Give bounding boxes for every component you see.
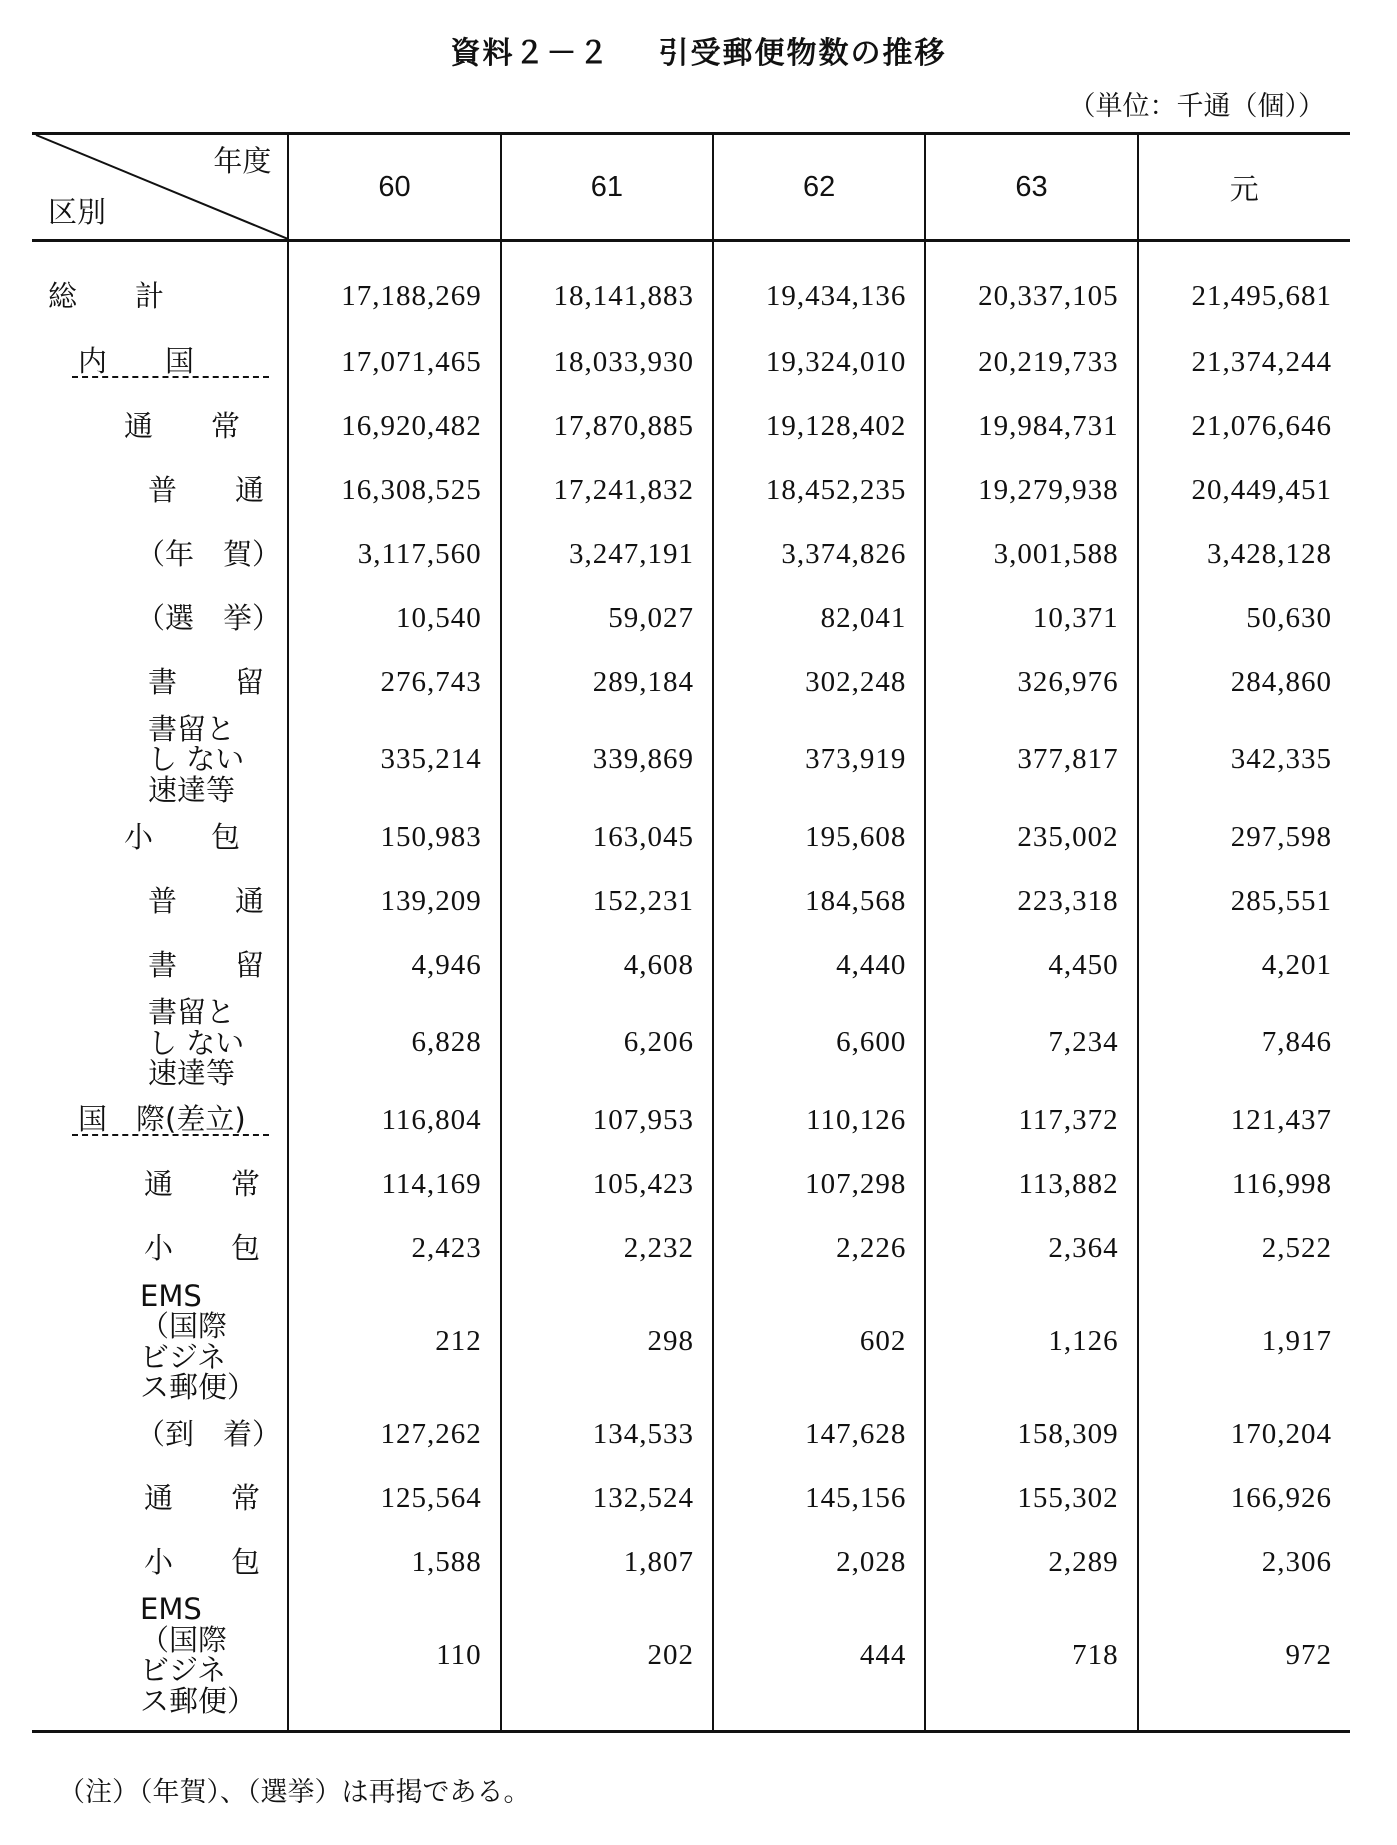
value-cell: 10,371 [925, 586, 1137, 650]
row-label: 小 包 [124, 819, 241, 854]
value-cell: 7,846 [1138, 997, 1350, 1088]
value-cell: 105,423 [501, 1153, 713, 1217]
table-row [32, 714, 1350, 805]
row-label: 総 計 [48, 278, 165, 313]
value-cell: 150,983 [288, 805, 500, 869]
value-cell: 114,169 [288, 1153, 500, 1217]
row-label: 通 常 [144, 1167, 261, 1202]
title-text: 引受郵便物数の推移 [658, 36, 947, 71]
value-cell: 155,302 [925, 1466, 1137, 1530]
value-cell: 4,201 [1138, 933, 1350, 997]
value-cell: 19,434,136 [713, 241, 925, 331]
value-cell: 212 [288, 1281, 500, 1403]
value-cell: 4,608 [501, 933, 713, 997]
table-row [32, 330, 1350, 394]
value-cell: 342,335 [1138, 714, 1350, 805]
row-label: 通 常 [124, 408, 241, 443]
value-cell: 297,598 [1138, 805, 1350, 869]
value-cell: 284,860 [1138, 650, 1350, 714]
value-cell: 18,452,235 [713, 458, 925, 522]
value-cell: 110,126 [713, 1089, 925, 1153]
value-cell: 2,226 [713, 1217, 925, 1281]
table-row [32, 805, 1350, 869]
value-cell: 116,804 [288, 1089, 500, 1153]
row-label: 内 国 [72, 347, 269, 378]
value-cell: 132,524 [501, 1466, 713, 1530]
table-row [32, 394, 1350, 458]
category-axis-label: 区別 [48, 195, 107, 229]
row-label: （選 挙） [136, 600, 282, 635]
value-cell: 6,600 [713, 997, 925, 1088]
value-cell: 718 [925, 1594, 1137, 1731]
table-row [32, 869, 1350, 933]
row-label: 書 留 [148, 664, 265, 699]
table-row [32, 1089, 1350, 1153]
footnote: （注）（年賀）、（選挙）は再掲である。 [58, 1777, 531, 1808]
header-row [32, 134, 1350, 241]
value-cell: 16,920,482 [288, 394, 500, 458]
value-cell: 17,870,885 [501, 394, 713, 458]
value-cell: 170,204 [1138, 1402, 1350, 1466]
value-cell: 326,976 [925, 650, 1137, 714]
value-cell: 19,128,402 [713, 394, 925, 458]
year-header: 63 [925, 134, 1137, 241]
row-label: 小 包 [144, 1231, 261, 1266]
value-cell: 602 [713, 1281, 925, 1403]
table-row [32, 1153, 1350, 1217]
value-cell: 18,141,883 [501, 241, 713, 331]
value-cell: 121,437 [1138, 1089, 1350, 1153]
value-cell: 145,156 [713, 1466, 925, 1530]
value-cell: 3,001,588 [925, 522, 1137, 586]
corner-cell [32, 134, 288, 241]
value-cell: 19,984,731 [925, 394, 1137, 458]
value-cell: 17,241,832 [501, 458, 713, 522]
value-cell: 298 [501, 1281, 713, 1403]
table-row [32, 1402, 1350, 1466]
value-cell: 202 [501, 1594, 713, 1731]
value-cell: 373,919 [713, 714, 925, 805]
value-cell: 289,184 [501, 650, 713, 714]
value-cell: 3,428,128 [1138, 522, 1350, 586]
table-row [32, 1530, 1350, 1594]
value-cell: 20,337,105 [925, 241, 1137, 331]
value-cell: 18,033,930 [501, 330, 713, 394]
value-cell: 158,309 [925, 1402, 1137, 1466]
value-cell: 19,324,010 [713, 330, 925, 394]
value-cell: 235,002 [925, 805, 1137, 869]
value-cell: 2,306 [1138, 1530, 1350, 1594]
table-row [32, 1281, 1350, 1403]
value-cell: 134,533 [501, 1402, 713, 1466]
value-cell: 3,247,191 [501, 522, 713, 586]
value-cell: 2,028 [713, 1530, 925, 1594]
value-cell: 195,608 [713, 805, 925, 869]
value-cell: 6,828 [288, 997, 500, 1088]
value-cell: 17,071,465 [288, 330, 500, 394]
table-row [32, 1466, 1350, 1530]
value-cell: 166,926 [1138, 1466, 1350, 1530]
year-header: 61 [501, 134, 713, 241]
value-cell: 125,564 [288, 1466, 500, 1530]
value-cell: 147,628 [713, 1402, 925, 1466]
value-cell: 377,817 [925, 714, 1137, 805]
value-cell: 82,041 [713, 586, 925, 650]
table-row [32, 997, 1350, 1088]
value-cell: 113,882 [925, 1153, 1137, 1217]
row-label: 書 留 [148, 947, 265, 982]
row-label: 国 際(差立) [72, 1105, 269, 1136]
value-cell: 335,214 [288, 714, 500, 805]
mail-volume-table [32, 132, 1350, 1733]
title-label: 資料２－２ [450, 36, 611, 71]
year-header: 元 [1138, 134, 1350, 241]
value-cell: 139,209 [288, 869, 500, 933]
row-label: 小 包 [144, 1544, 261, 1579]
document-title [0, 28, 1397, 72]
value-cell: 20,219,733 [925, 330, 1137, 394]
value-cell: 2,289 [925, 1530, 1137, 1594]
value-cell: 116,998 [1138, 1153, 1350, 1217]
value-cell: 7,234 [925, 997, 1137, 1088]
table-row [32, 650, 1350, 714]
value-cell: 4,450 [925, 933, 1137, 997]
value-cell: 1,917 [1138, 1281, 1350, 1403]
unit-note: （単位：千通（個）） [1068, 91, 1325, 122]
value-cell: 6,206 [501, 997, 713, 1088]
table-row [32, 1594, 1350, 1731]
table-row [32, 1217, 1350, 1281]
value-cell: 107,953 [501, 1089, 713, 1153]
value-cell: 152,231 [501, 869, 713, 933]
value-cell: 4,946 [288, 933, 500, 997]
value-cell: 127,262 [288, 1402, 500, 1466]
row-label: 書留とし ない速達等 [148, 995, 245, 1091]
row-label: 通 常 [144, 1480, 261, 1515]
value-cell: 21,374,244 [1138, 330, 1350, 394]
value-cell: 50,630 [1138, 586, 1350, 650]
value-cell: 3,117,560 [288, 522, 500, 586]
value-cell: 285,551 [1138, 869, 1350, 933]
value-cell: 1,807 [501, 1530, 713, 1594]
value-cell: 16,308,525 [288, 458, 500, 522]
value-cell: 2,232 [501, 1217, 713, 1281]
row-label: 普 通 [148, 472, 265, 507]
value-cell: 163,045 [501, 805, 713, 869]
value-cell: 19,279,938 [925, 458, 1137, 522]
value-cell: 20,449,451 [1138, 458, 1350, 522]
value-cell: 339,869 [501, 714, 713, 805]
value-cell: 2,364 [925, 1217, 1137, 1281]
year-header: 60 [288, 134, 500, 241]
table-row [32, 586, 1350, 650]
value-cell: 21,076,646 [1138, 394, 1350, 458]
value-cell: 117,372 [925, 1089, 1137, 1153]
row-label: 書留とし ない速達等 [148, 712, 245, 807]
value-cell: 17,188,269 [288, 241, 500, 331]
year-axis-label: 年度 [213, 144, 272, 178]
value-cell: 10,540 [288, 586, 500, 650]
value-cell: 1,588 [288, 1530, 500, 1594]
value-cell: 223,318 [925, 869, 1137, 933]
table-row [32, 458, 1350, 522]
value-cell: 3,374,826 [713, 522, 925, 586]
row-label: 普 通 [148, 883, 265, 918]
row-label: （年 賀） [136, 536, 282, 571]
value-cell: 302,248 [713, 650, 925, 714]
value-cell: 444 [713, 1594, 925, 1731]
table-row [32, 241, 1350, 331]
row-label: EMS（国際ビジネス郵便） [140, 1592, 257, 1718]
value-cell: 59,027 [501, 586, 713, 650]
value-cell: 2,423 [288, 1217, 500, 1281]
row-label: （到 着） [136, 1416, 282, 1451]
value-cell: 1,126 [925, 1281, 1137, 1403]
table-row [32, 933, 1350, 997]
value-cell: 184,568 [713, 869, 925, 933]
table-row [32, 522, 1350, 586]
row-label: EMS（国際ビジネス郵便） [140, 1278, 257, 1404]
value-cell: 972 [1138, 1594, 1350, 1731]
value-cell: 276,743 [288, 650, 500, 714]
value-cell: 21,495,681 [1138, 241, 1350, 331]
year-header: 62 [713, 134, 925, 241]
value-cell: 2,522 [1138, 1217, 1350, 1281]
value-cell: 107,298 [713, 1153, 925, 1217]
value-cell: 110 [288, 1594, 500, 1731]
value-cell: 4,440 [713, 933, 925, 997]
